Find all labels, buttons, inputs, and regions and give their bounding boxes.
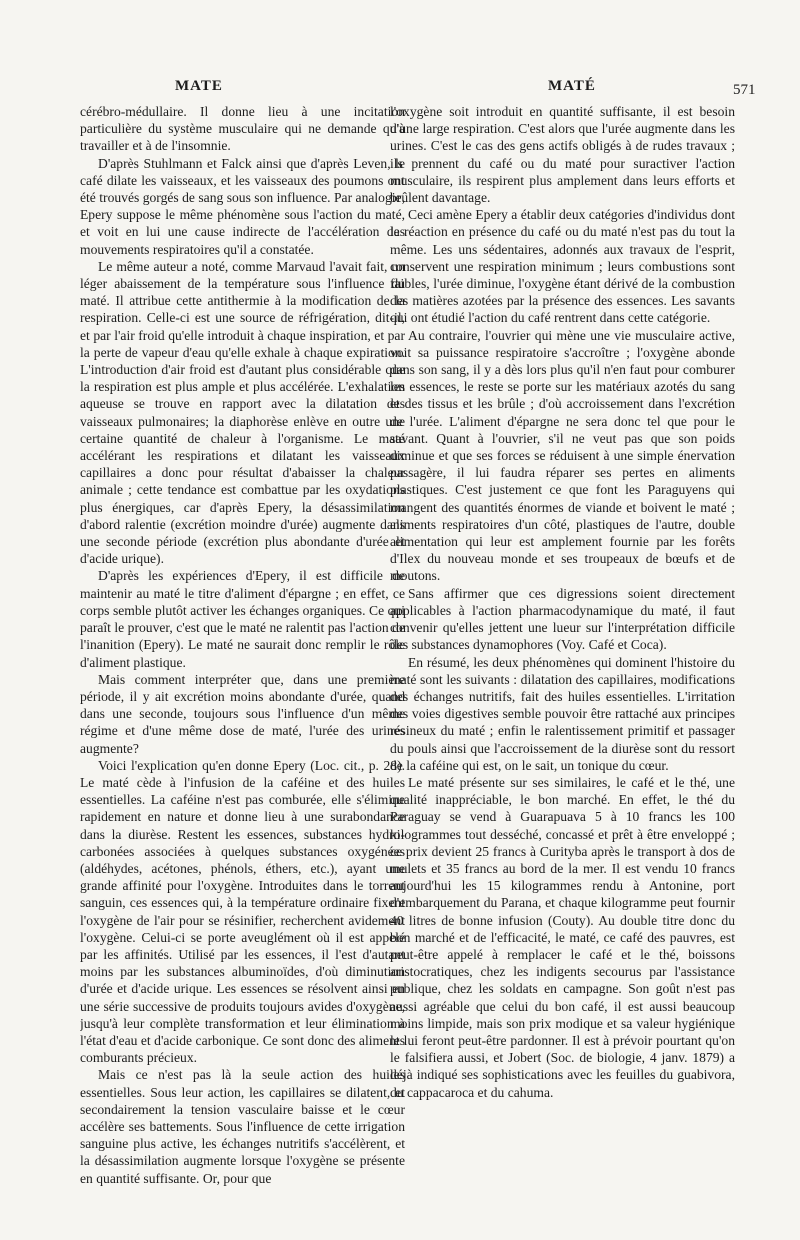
paragraph: Sans affirmer que ces digressions soient directement applicables à l'action pharmacodynamique du maté, il faut convenir qu'elles jettent une lueur sur l'interprétation difficile des substances dynamophores (Voy. Café et Coca). bbox=[390, 585, 735, 653]
paragraph: Mais comment interpréter que, dans une première période, il y ait excrétion moins abondante d'urée, quand dans une seconde, toujours sous l'influence d'un même régime et d'une même dose de maté, l'urée des urines augmente? bbox=[80, 671, 405, 756]
paragraph: Au contraire, l'ouvrier qui mène une vie musculaire active, voit sa puissance respiratoire s'accroître ; l'oxygène abonde dans son sang, il y a dès lors plus qu'il n'en faut pour comburer les essences, le reste se porte sur les matériaux azotés du sang et des tissus et les brûle ; d'où accroissement dans l'excrétion de l'urée. L'aliment d'épargne ne sera donc tel que pour le savant. Quant à l'ouvrier, s'il ne veut pas que son poids diminue et que ses forces se réduisent à une simple énervation passagère, il lui faudra réparer ses pertes en aliments plastiques. C'est justement ce que font les Paraguyens qui mangent des quantités énormes de viande et boivent le maté ; aliments respiratoires d'un côté, plastiques de l'autre, double alimentation qui leur est amplement fournie par les forêts d'Ilex du nouveau monde et ses troupeaux de bœufs et de moutons. bbox=[390, 327, 735, 584]
paragraph: Le même auteur a noté, comme Marvaud l'avait fait, un léger abaissement de la température sous l'influence du maté. Il attribue cette antithermie à la modification de la respiration. Celle-ci est une source de réfrigération, dit-il, et par l'air froid qu'elle introduit à chaque inspiration, et par la perte de vapeur d'eau qu'elle exhale à chaque expiration. L'introduction d'air froid est d'autant plus considérable que la respiration est plus ample et plus accélérée. L'exhalation aqueuse se trouve en rapport avec la dilatation des vaisseaux pulmonaires; la diaphorèse enlève en outre une certaine quantité de chaleur à l'organisme. Le maté accélérant les respirations et dilatant les vaisseaux capillaires a donc pour résultat d'abaisser la chaleur animale ; cette tendance est combattue par les oxydations plus énergiques, car d'après Epery, la désassimilation d'abord ralentie (excrétion moindre d'urée) augmente dans une seconde période (excrétion plus abondante d'urée et d'acide urique). bbox=[80, 258, 405, 567]
paragraph: Ceci amène Epery a établir deux catégories d'individus dont la réaction en présence du café ou du maté n'est pas du tout la même. Les uns sédentaires, adonnés aux travaux de l'esprit, conservent une respiration minimum ; leurs combustions sont faibles, l'urée diminue, l'oxygène étant dérivé de la combustion des matières azotées par la présence des essences. Les savants qui ont étudié l'action du café rentrent dans cette catégorie. bbox=[390, 207, 735, 326]
page-number: 571 bbox=[733, 82, 756, 98]
paragraph: En résumé, les deux phénomènes qui dominent l'histoire du maté sont les suivants : dilatation des capillaires, modifications des échanges nutritifs, fait des huiles essentielles. L'irritation des voies digestives semble pouvoir être rattaché aux principes résineux du maté ; enfin le ralentissement primitif et passager du pouls ainsi que l'accroissement de la diurèse sont du ressort de la caféine qui est, on le sait, un tonique du cœur. bbox=[390, 654, 735, 773]
paragraph: Le maté présente sur ses similaires, le café et le thé, une qualité inappréciable, le bon marché. En effet, le thé du Paraguay se vend à Guarapuava 5 à 10 francs les 100 kilogrammes tout desséché, concassé et prêt à être enveloppé ; ce prix devient 25 francs à Curityba après le transport à dos de mulets et 35 francs au bord de la mer. Il est vendu 10 francs aujourd'hui les 15 kilogrammes rendu à Antonine, port d'embarquement du Parana, et chaque kilogramme peut fournir 40 litres de bonne infusion (Couty). Au double titre donc du bon marché et de l'efficacité, le maté, ce café des pauvres, est peut-être appelé à remplacer le café et le thé, boissons aristocratiques, chez les indigents secourus par l'assistance publique, chez les soldats en campagne. Son goût n'est pas aussi agréable que celui du bon café, il est aussi beaucoup moins limpide, mais son prix modique et sa valeur hygiénique le lui feront peut-être pardonner. Il est à prévoir pourtant qu'on le falsifiera aussi, et Jobert (Soc. de biologie, 4 janv. 1879) a déjà indiqué ses sophistications avec les feuilles du guabivora, du cappacaroca et du cahuma. bbox=[390, 774, 735, 1100]
paragraph: D'après les expériences d'Epery, il est difficile de maintenir au maté le titre d'aliment d'épargne ; en effet, ce corps semble plutôt activer les échanges organiques. Ce qui paraît le prouver, c'est que le maté ne ralentit pas l'action de l'inanition (Epery). Le maté ne saurait donc remplir le rôle d'aliment plastique. bbox=[80, 568, 405, 670]
paragraph: D'après Stuhlmann et Falck ainsi que d'après Leven, le café dilate les vaisseaux, et les vaisseaux des poumons ont été trouvés gorgés de sang sous son influence. Par analogie, Epery suppose le même phénomène sous l'action du maté, et voit en lui une cause indirecte de l'accélération des mouvements respiratoires qu'il a constatée. bbox=[80, 155, 405, 257]
right-column bbox=[390, 103, 735, 1223]
paragraph: Voici l'explication qu'en donne Epery (Loc. cit., p. 28). Le maté cède à l'infusion de la caféine et des huiles essentielles. La caféine n'est pas comburée, elle s'élimine rapidement en nature et donne lieu à une surabondance dans la diurèse. Restent les essences, substances hydro-carbonées associées à quelques substances oxygénées (aldéhydes, acétones, phénols, éthers, etc.), ayant une grande affinité pour l'oxygène. Introduites dans le torrent sanguin, ces essences qui, à la température ordinaire fixent l'oxygène de l'air pour se résinifier, recherchent avidement l'oxygène. Celui-ci se porte aveuglément où il est appelé par les affinités. Utilisé par les essences, il l'est d'autant moins par les substances albuminoïdes, d'où diminution d'urée et d'acide urique. Les essences se résolvent ainsi en une série successive de produits toujours avides d'oxygène, jusqu'à leur complète transformation et leur élimination à l'état d'eau et d'acide carbonique. Ce sont donc des aliments comburants précieux. bbox=[80, 757, 405, 1066]
paragraph: Mais ce n'est pas là la seule action des huiles essentielles. Sous leur action, les capillaires se dilatent, et secondairement la tension vasculaire baisse et le cœur accélère ses battements. Sous l'influence de cette irrigation sanguine plus active, les échanges nutritifs s'accélèrent, et la désassimilation augmente lorsque l'oxygène se présente en quantité suffisante. Or, pour que bbox=[80, 1067, 405, 1186]
right-running-title: MATÉ bbox=[548, 78, 596, 94]
paragraph: cérébro-médullaire. Il donne lieu à une incitation particulière du système musculaire qui ne demande qu'à travailler et à de l'insomnie. bbox=[80, 104, 405, 154]
running-header bbox=[0, 78, 800, 100]
left-column bbox=[80, 103, 405, 1223]
paragraph: l'oxygène soit introduit en quantité suffisante, il est besoin d'une large respiration. C'est alors que l'urée augmente dans les urines. C'est le cas des gens actifs obligés à de rudes travaux ; ils prennent du café ou du maté pour suractiver l'action musculaire, ils respirent plus amplement dans leurs efforts et brûlent davantage. bbox=[390, 104, 735, 206]
left-running-title: MATE bbox=[175, 78, 223, 94]
